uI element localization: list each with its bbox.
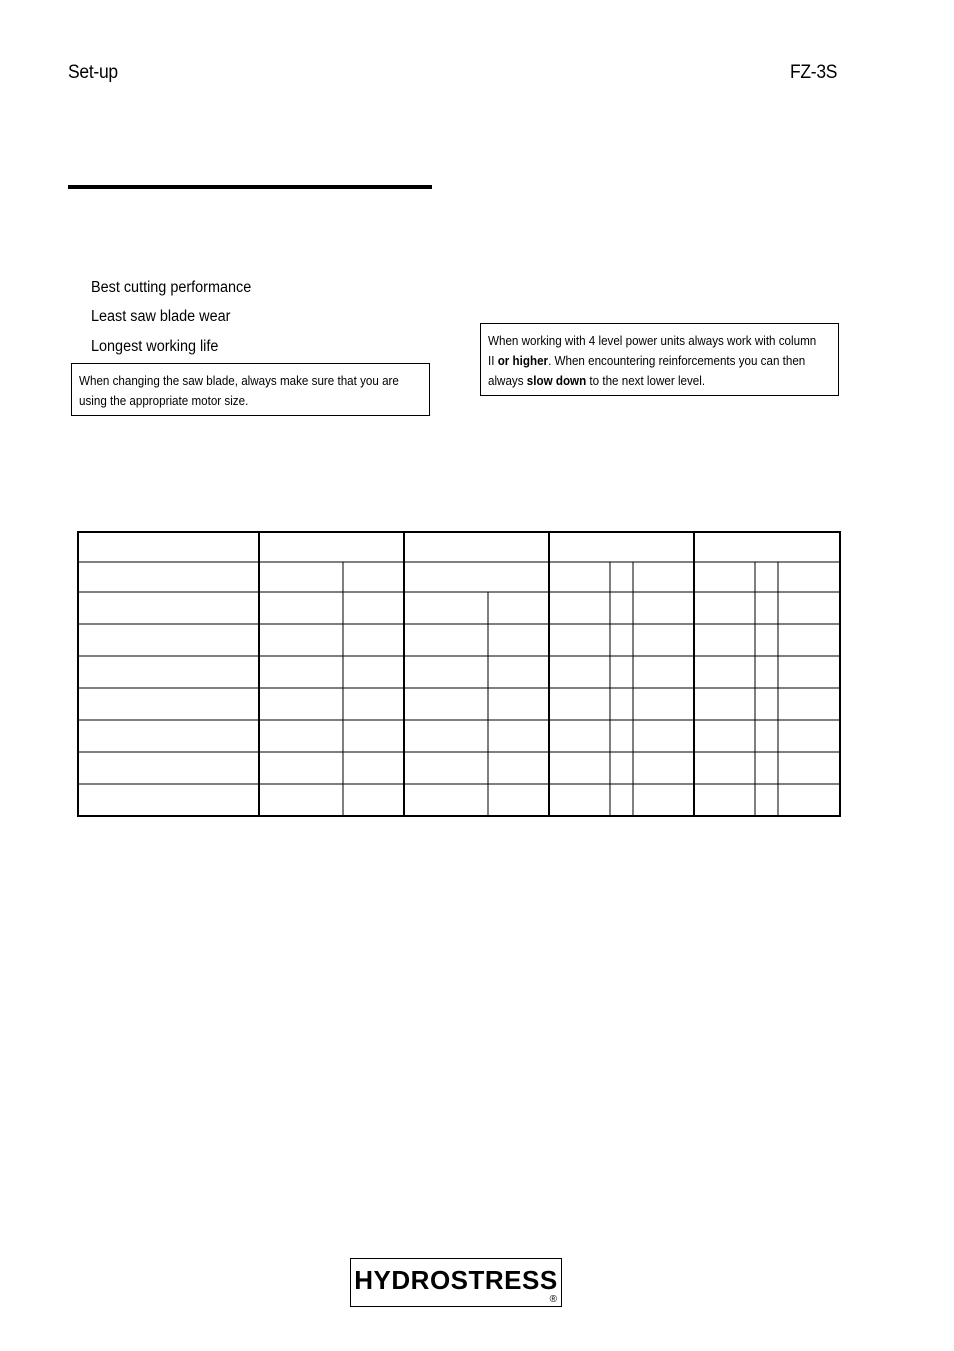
note-line: When changing the saw blade, always make sure that you are	[79, 374, 399, 388]
bullet-best-cutting: Best cutting performance	[91, 279, 252, 296]
note-line	[488, 351, 814, 371]
note-line	[488, 371, 814, 391]
blade-change-note	[71, 363, 430, 416]
table-grid	[77, 531, 841, 817]
registered-mark: ®	[549, 1294, 557, 1305]
section-title: Set-up	[68, 62, 118, 83]
note-text: to the next lower level.	[586, 374, 706, 388]
note-line: When working with 4 level power units always work with column	[488, 334, 817, 348]
note-emphasis: slow down	[526, 374, 587, 388]
heading-rule	[68, 185, 432, 189]
note-text: . When encountering reinforcements you can then	[548, 354, 806, 368]
logo-text: HYDROSTRESS	[354, 1265, 558, 1295]
blade-motor-table	[77, 531, 841, 817]
note-text: II	[488, 354, 498, 368]
power-units-note	[480, 323, 839, 396]
model-name: FZ-3S	[790, 62, 838, 83]
bullet-longest-life: Longest working life	[91, 338, 219, 355]
hydrostress-logo	[350, 1258, 562, 1307]
note-text: always	[488, 374, 527, 388]
note-emphasis: or higher	[497, 354, 549, 368]
bullet-least-wear: Least saw blade wear	[91, 308, 231, 325]
note-line: using the appropriate motor size.	[79, 394, 249, 408]
